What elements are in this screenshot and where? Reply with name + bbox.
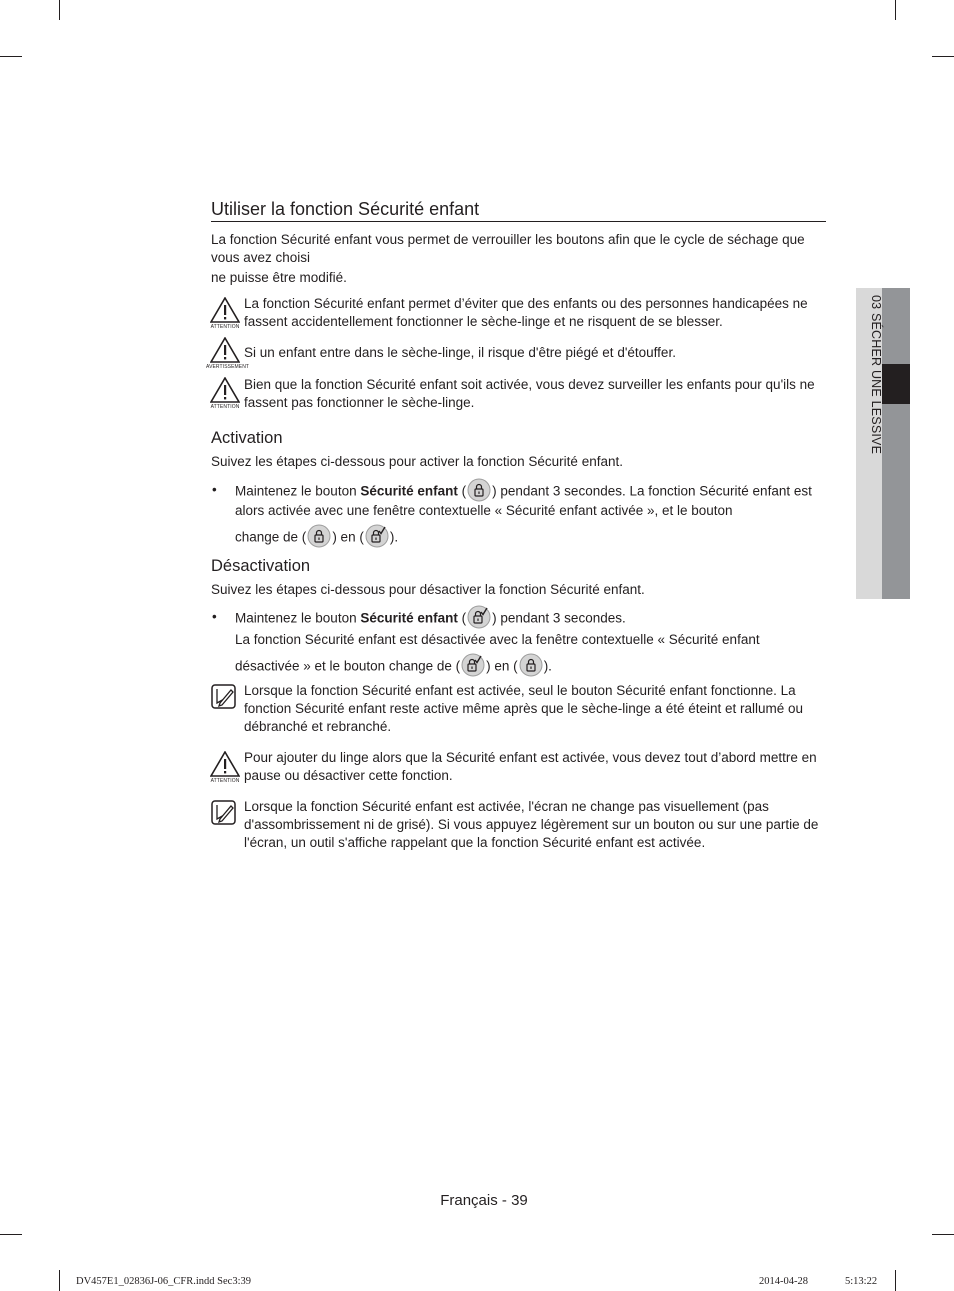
notice-text: Bien que la fonction Sécurité enfant soit activée, vous devez surveiller les enfants pour qu'ils ne fassent pas fonctionner le sèche-linge.	[244, 377, 815, 410]
chapter-tab-label: 03 SÉCHER UNE LESSIVE	[869, 295, 883, 455]
step-text: ).	[389, 529, 399, 545]
section-title: Utiliser la fonction Sécurité enfant	[211, 199, 826, 222]
print-time: 5:13:22	[845, 1276, 878, 1287]
memo-pen-icon	[211, 684, 236, 709]
change-line	[235, 528, 827, 548]
notice-text: La fonction Sécurité enfant permet d’éviter que des enfants ou des personnes handicapées ne fassent accidentellement fonctionner le sèche-linge et ne risquent de se blesser.	[244, 296, 808, 329]
lock-checked-icon	[365, 524, 389, 548]
note-text: Lorsque la fonction Sécurité enfant est activée, seul le bouton Sécurité enfant fonctionne. La fonction Sécurité enfant reste active même après que le sèche-linge a été éteint et rallumé ou débranché et rebranché.	[244, 683, 804, 734]
button-name: Sécurité enfant	[360, 483, 458, 499]
chapter-tab-marker	[882, 364, 910, 404]
page-number: Français - 39	[440, 1192, 528, 1209]
change-line	[235, 657, 827, 677]
lock-checked-icon	[467, 605, 491, 629]
crop-mark	[59, 1270, 60, 1291]
crop-mark	[932, 1234, 954, 1235]
caution-symbol	[210, 297, 240, 330]
memo-symbol	[211, 684, 236, 714]
step-text: désactivée » et le bouton change de (	[235, 658, 461, 674]
intro-line-2: ne puisse être modifié.	[211, 270, 347, 285]
caution-label: ATTENTION	[210, 324, 240, 330]
crop-mark	[59, 0, 60, 20]
note-text: Lorsque la fonction Sécurité enfant est activée, l'écran ne change pas visuellement (pas d'assombrissement ni de grisé). Si vous appuyez légèrement sur un bouton ou sur une partie de l'écran, un outil s'affiche rappelant que la fonction Sécurité enfant est activée.	[244, 799, 819, 850]
intro-paragraph	[211, 231, 826, 287]
activation-heading: Activation	[211, 429, 283, 447]
lock-checked-icon	[461, 653, 485, 677]
warning-triangle-icon	[210, 297, 240, 323]
activation-intro: Suivez les étapes ci-dessous pour activer la fonction Sécurité enfant.	[211, 454, 623, 469]
lock-icon	[519, 653, 543, 677]
lock-icon	[307, 524, 331, 548]
step-line-2: La fonction Sécurité enfant est désactivée avec la fenêtre contextuelle « Sécurité enfant	[235, 632, 760, 647]
print-date: 2014-04-28	[759, 1276, 808, 1287]
deactivation-heading: Désactivation	[211, 557, 311, 575]
activation-step	[235, 482, 827, 548]
warning-triangle-icon	[210, 337, 240, 363]
warning-symbol	[206, 337, 250, 370]
step-text: ).	[543, 658, 552, 674]
memo-pen-icon	[211, 800, 236, 825]
step-text: ) en (	[486, 658, 518, 674]
warning-triangle-icon	[210, 377, 240, 403]
step-text: ) pendant 3 secondes. La fonction Sécurité enfant est alors activée avec une fenêtre contextuelle « Sécurité enfant activée », et le bouton	[235, 483, 812, 518]
intro-line-1: La fonction Sécurité enfant vous permet de verrouiller les boutons afin que le cycle de séchage que vous avez choisi	[211, 232, 805, 265]
memo-symbol	[211, 800, 236, 830]
step-text: change de (	[235, 529, 307, 545]
bullet: •	[212, 609, 217, 624]
caution-label: ATTENTION	[210, 404, 240, 410]
caution-symbol	[210, 751, 240, 784]
step-text: ) en (	[332, 529, 364, 545]
warning-label: AVERTISSEMENT	[206, 364, 250, 370]
step-text: Maintenez le bouton	[235, 610, 361, 626]
caution-symbol	[210, 377, 240, 410]
deactivation-step	[235, 609, 827, 677]
step-text: Maintenez le bouton	[235, 483, 361, 499]
bullet: •	[212, 482, 217, 497]
warning-triangle-icon	[210, 751, 240, 777]
crop-mark	[932, 56, 954, 57]
notice-text: Si un enfant entre dans le sèche-linge, il risque d'être piégé et d'étouffer.	[244, 345, 676, 360]
button-name: Sécurité enfant	[360, 610, 458, 626]
caution-label: ATTENTION	[210, 778, 240, 784]
step-text: (	[457, 610, 467, 626]
lock-icon	[467, 478, 491, 502]
crop-mark	[0, 56, 22, 57]
deactivation-intro: Suivez les étapes ci-dessous pour désactiver la fonction Sécurité enfant.	[211, 582, 645, 597]
chapter-tab-edge	[882, 288, 910, 599]
file-info: DV457E1_02836J-06_CFR.indd Sec3:39	[76, 1276, 252, 1287]
crop-mark	[895, 0, 896, 20]
note-text: Pour ajouter du linge alors que la Sécurité enfant est activée, vous devez tout d’abord mettre en pause ou désactiver cette fonction.	[244, 750, 817, 783]
step-text: ) pendant 3 secondes.	[492, 610, 626, 626]
step-text: (	[457, 483, 467, 499]
crop-mark	[0, 1234, 22, 1235]
crop-mark	[895, 1270, 896, 1291]
